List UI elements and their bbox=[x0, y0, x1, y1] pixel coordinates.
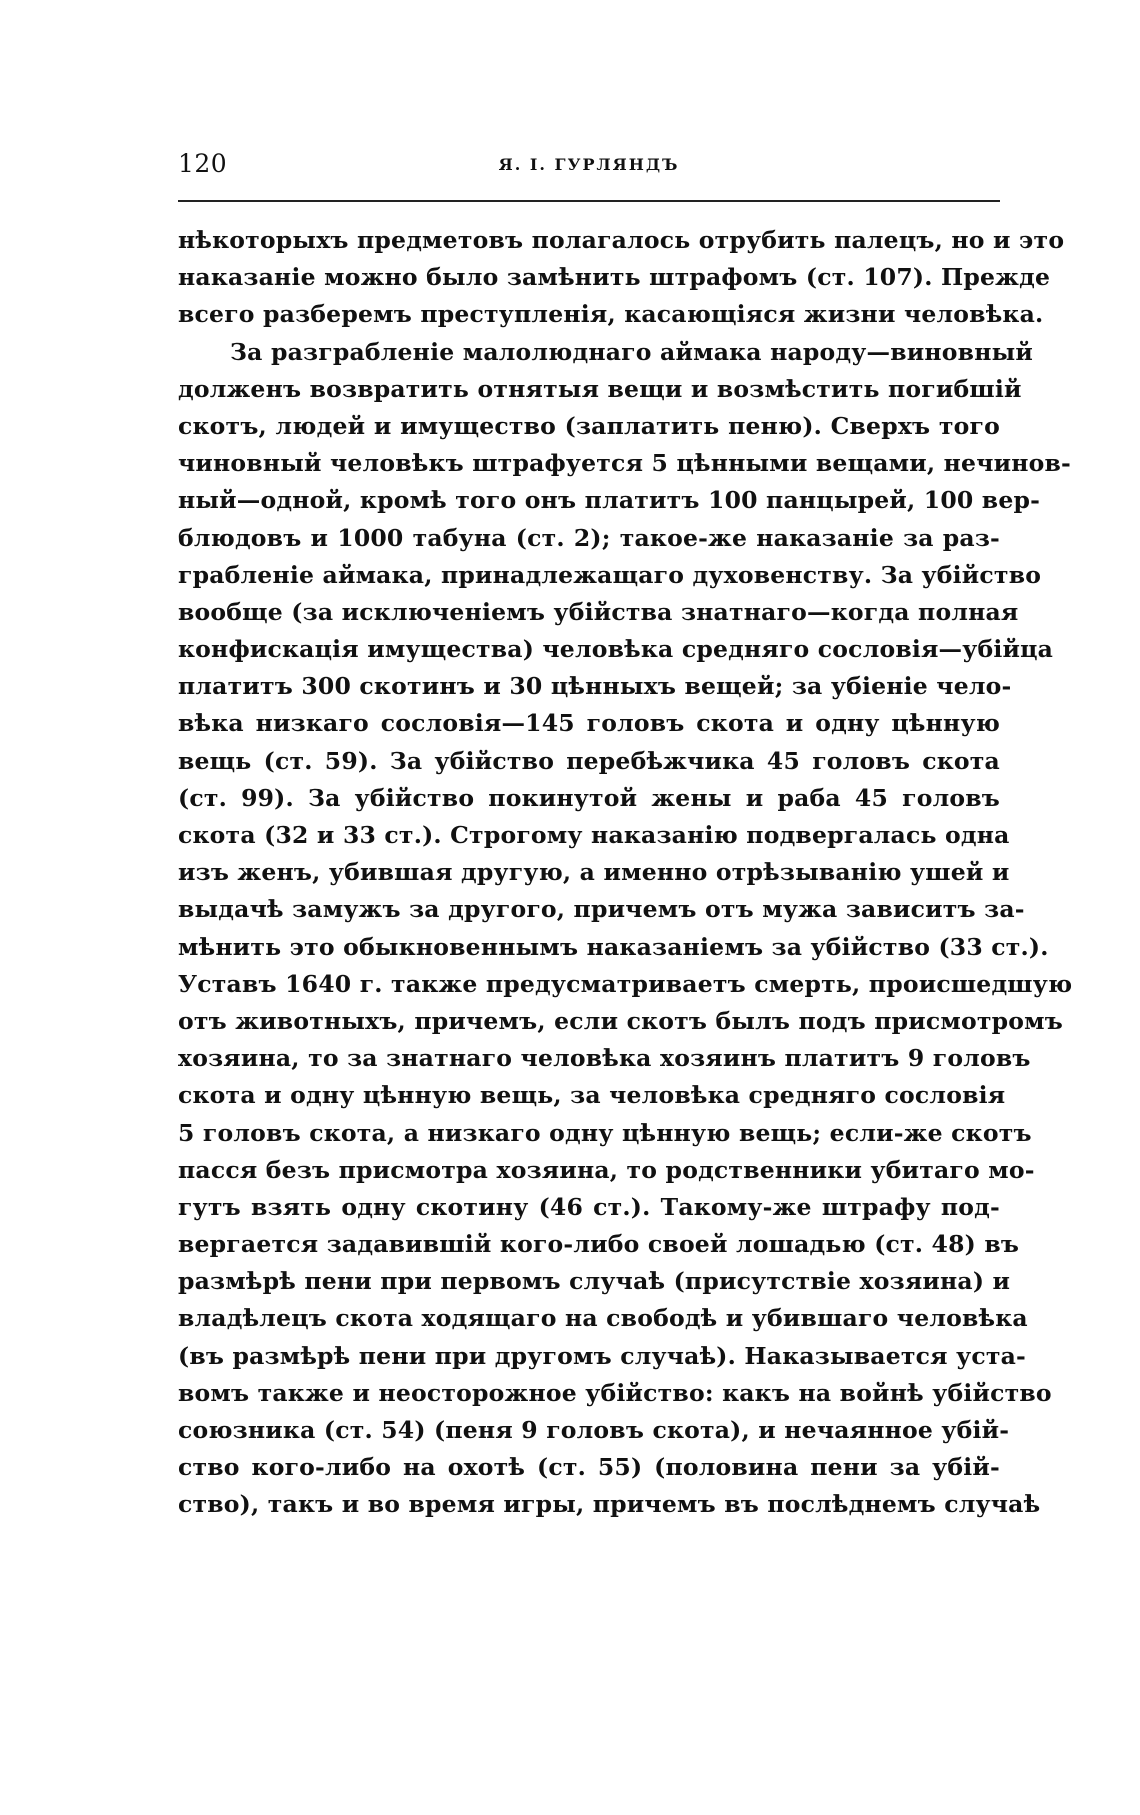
text-line: скота и одну цѣнную вещь, за человѣка средняго сословія bbox=[178, 1081, 1006, 1110]
text-line: пасся безъ присмотра хозяина, то родственники убитаго мо- bbox=[178, 1155, 1035, 1184]
running-title: Я. І. ГУРЛЯНДЪ bbox=[498, 155, 680, 174]
text-line: грабленіе аймака, принадлежащаго духовенству. За убійство bbox=[178, 560, 1042, 589]
text-line: (въ размѣрѣ пени при другомъ случаѣ). Наказывается уста- bbox=[178, 1341, 1026, 1370]
text-line: вещь (ст. 59). За убійство перебѣжчика 45 головъ скота bbox=[178, 746, 1000, 775]
text-line: 5 головъ скота, а низкаго одну цѣнную вещь; если-же скотъ bbox=[178, 1118, 1032, 1147]
text-line: вергается задавившій кого-либо своей лошадью (ст. 48) въ bbox=[178, 1230, 1020, 1259]
text-line: платитъ 300 скотинъ и 30 цѣнныхъ вещей; за убіеніе чело- bbox=[178, 672, 1012, 701]
text-line: хозяина, то за знатнаго человѣка хозяинъ платитъ 9 головъ bbox=[178, 1044, 1031, 1073]
page-number: 120 bbox=[178, 149, 228, 178]
text-line: владѣлецъ скота ходящаго на свободѣ и убившаго человѣка bbox=[178, 1304, 1028, 1333]
running-head bbox=[178, 148, 1000, 188]
text-line: нѣкоторыхъ предметовъ полагалось отрубить палецъ, но и это bbox=[178, 226, 1065, 254]
body-text bbox=[178, 222, 1073, 1524]
text-line: союзника (ст. 54) (пеня 9 головъ скота), и нечаянное убій- bbox=[178, 1416, 1010, 1444]
text-line: чиновный человѣкъ штрафуется 5 цѣнными вещами, нечинов- bbox=[178, 449, 1071, 478]
text-line: вѣка низкаго сословія—145 головъ скота и одну цѣнную bbox=[178, 709, 1000, 738]
text-line: изъ женъ, убившая другую, а именно отрѣзыванію ушей и bbox=[178, 858, 1010, 887]
text-line: (ст. 99). За убійство покинутой жены и раба 45 головъ bbox=[178, 783, 1000, 812]
header-rule bbox=[178, 200, 1000, 202]
text-line: выдачѣ замужъ за другого, причемъ отъ мужа зависитъ за- bbox=[178, 895, 1025, 924]
text-line: конфискація имущества) человѣка средняго сословія—убійца bbox=[178, 635, 1054, 664]
text-line: скотъ, людей и имущество (заплатить пеню). Сверхъ того bbox=[178, 411, 1000, 440]
text-line: ство), такъ и во время игры, причемъ въ послѣднемъ случаѣ bbox=[178, 1490, 1041, 1519]
text-line: ство кого-либо на охотѣ (ст. 55) (половина пени за убій- bbox=[178, 1453, 1000, 1482]
text-line: ный—одной, кромѣ того онъ платитъ 100 панцырей, 100 вер- bbox=[178, 486, 1041, 515]
text-line: гутъ взять одну скотину (46 ст.). Такому-же штрафу под- bbox=[178, 1192, 1000, 1221]
text-line: долженъ возвратить отнятыя вещи и возмѣстить погибшій bbox=[178, 374, 1022, 403]
text-line: За разграбленіе малолюднаго аймака народу—виновный bbox=[230, 337, 1033, 366]
text-line: Уставъ 1640 г. также предусматриваетъ смерть, происшедшую bbox=[178, 969, 1073, 998]
text-line: всего разберемъ преступленія, касающіяся жизни человѣка. bbox=[178, 300, 1044, 329]
text-line: отъ животныхъ, причемъ, если скотъ былъ подъ присмотромъ bbox=[178, 1006, 1064, 1035]
text-line: мѣнить это обыкновеннымъ наказаніемъ за убійство (33 ст.). bbox=[178, 932, 1049, 961]
text-line: вообще (за исключеніемъ убійства знатнаго—когда полная bbox=[178, 597, 1019, 626]
text-line: наказаніе можно было замѣнить штрафомъ (ст. 107). Прежде bbox=[178, 263, 1051, 292]
text-line: размѣрѣ пени при первомъ случаѣ (присутствіе хозяина) и bbox=[178, 1267, 1011, 1296]
text-line: вомъ также и неосторожное убійство: какъ на войнѣ убійство bbox=[178, 1378, 1052, 1407]
text-line: блюдовъ и 1000 табуна (ст. 2); такое-же наказаніе за раз- bbox=[178, 523, 1000, 552]
text-line: скота (32 и 33 ст.). Строгому наказанію подвергалась одна bbox=[178, 821, 1010, 849]
